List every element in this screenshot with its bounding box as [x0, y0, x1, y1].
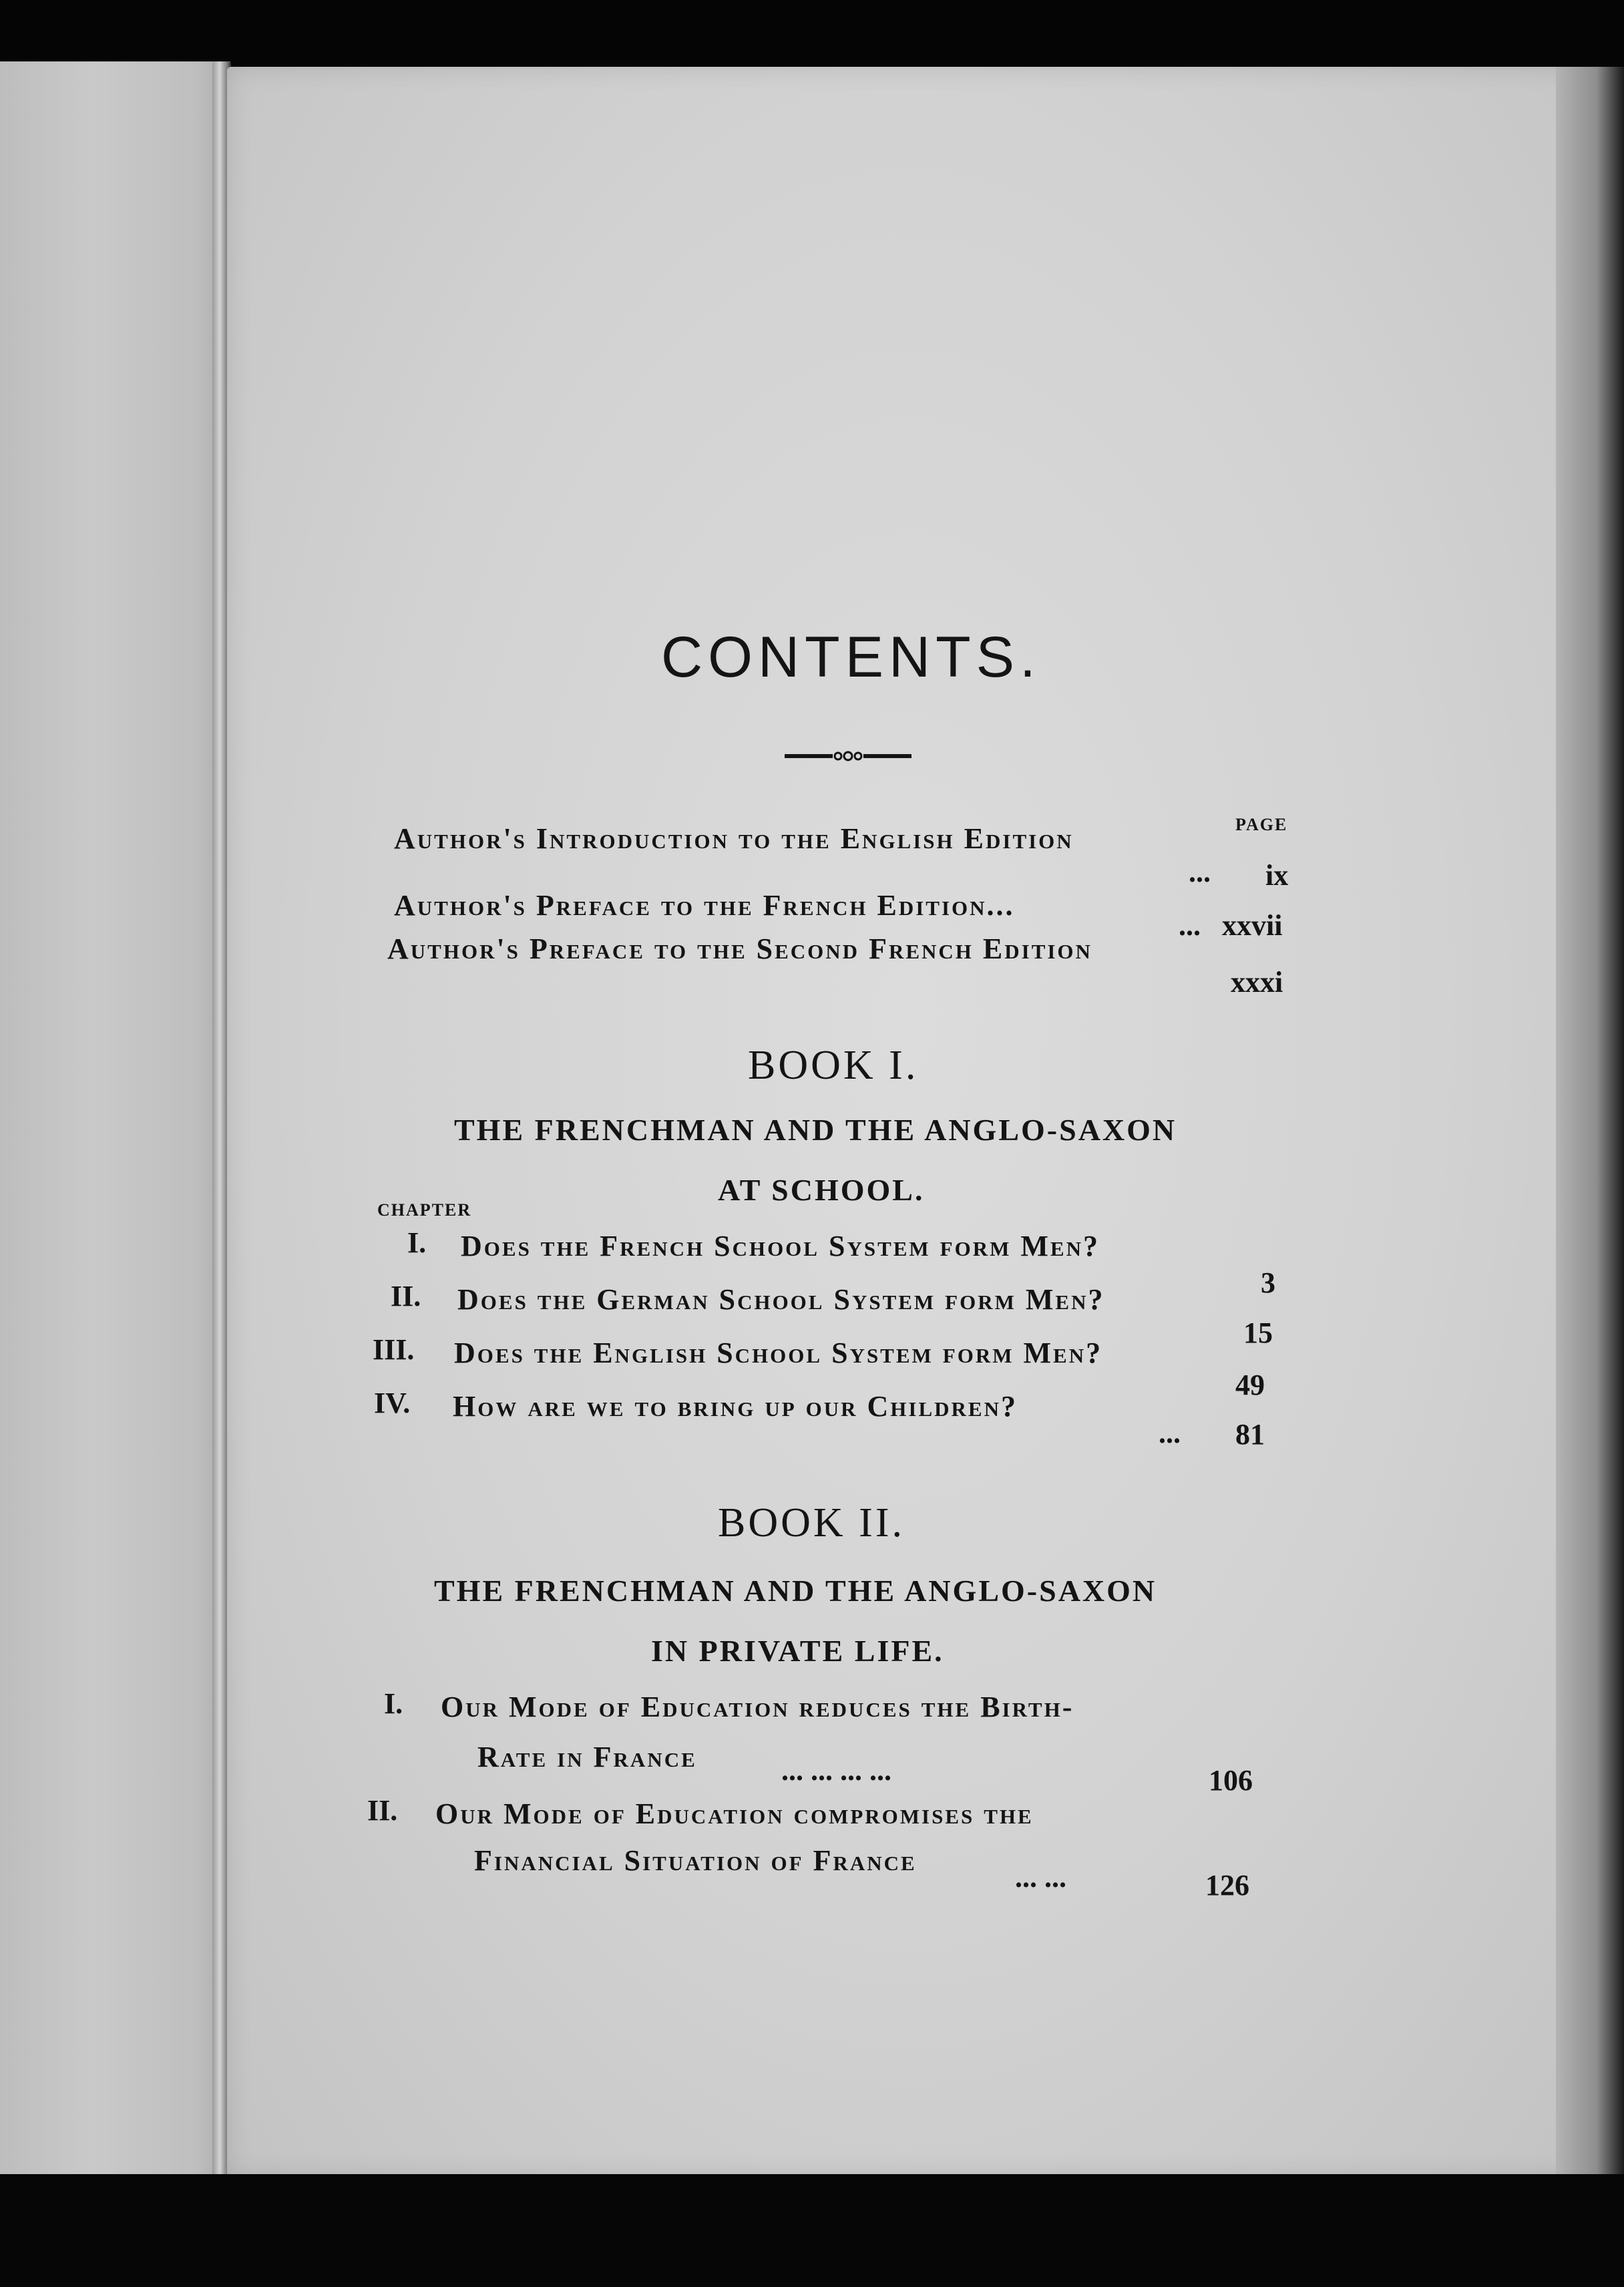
- book-subtitle: THE FRENCHMAN AND THE ANGLO-SAXON: [434, 1574, 1157, 1608]
- toc-entry: [454, 1336, 1102, 1370]
- toc-entry: [453, 1389, 1018, 1423]
- toc-page-number: 15: [1243, 1316, 1273, 1349]
- toc-entry-continuation: [477, 1740, 697, 1774]
- page-title: CONTENTS.: [661, 625, 1041, 689]
- toc-page-number: 106: [1209, 1764, 1253, 1797]
- book-subtitle: IN PRIVATE LIFE.: [651, 1634, 944, 1668]
- toc-page-number: ix: [1265, 859, 1289, 892]
- toc-entry-text: How are we to bring up our Children?: [453, 1390, 1018, 1423]
- chapter-number: I.: [407, 1226, 427, 1259]
- toc-entry: [461, 1229, 1100, 1263]
- toc-page-number: xxvii: [1222, 909, 1283, 942]
- toc-leader: ...: [1159, 1417, 1181, 1449]
- toc-entry-text: Does the German School System form Men?: [457, 1283, 1105, 1316]
- toc-page-number: xxxi: [1231, 966, 1283, 999]
- toc-entry-text: Does the French School System form Men?: [461, 1230, 1100, 1262]
- toc-entry: [457, 1282, 1104, 1316]
- chapter-number: II.: [391, 1280, 421, 1312]
- toc-entry-text: Rate in France: [477, 1741, 697, 1773]
- toc-entry: [387, 932, 1092, 966]
- toc-entry: [394, 822, 1074, 856]
- toc-leader: ...: [1179, 909, 1201, 942]
- toc-entry-text: Our Mode of Education reduces the Birth-: [441, 1691, 1074, 1723]
- toc-entry-continuation: [474, 1843, 917, 1878]
- chapter-number: II.: [367, 1794, 398, 1827]
- toc-entry-text: Our Mode of Education compromises the: [435, 1797, 1034, 1830]
- toc-leader: ... ... ... ...: [781, 1754, 891, 1787]
- chapter-number: I.: [384, 1687, 403, 1720]
- toc-page-number: 49: [1235, 1369, 1265, 1401]
- toc-entry-text: Does the English School System form Men?: [454, 1337, 1103, 1369]
- toc-page-number: 81: [1235, 1418, 1265, 1451]
- book-heading: BOOK I.: [748, 1043, 919, 1088]
- book-heading: BOOK II.: [718, 1500, 905, 1546]
- toc-entry-text: Author's Introduction to the English Edition: [394, 822, 1074, 855]
- book-subtitle: AT SCHOOL.: [718, 1173, 925, 1207]
- toc-page-number: 126: [1205, 1869, 1249, 1902]
- toc-entry: [441, 1690, 1074, 1724]
- chapter-column-label: CHAPTER: [377, 1200, 472, 1220]
- toc-entry-text: Author's Preface to the French Edition...: [394, 889, 1015, 922]
- toc-entry-text: Financial Situation of France: [474, 1844, 917, 1877]
- toc-leader: ...: [1189, 856, 1211, 888]
- chapter-number: IV.: [374, 1387, 411, 1419]
- page-column-label: PAGE: [1235, 815, 1288, 834]
- toc-entry: [394, 888, 1015, 922]
- toc-entry: [435, 1797, 1034, 1831]
- book-subtitle: THE FRENCHMAN AND THE ANGLO-SAXON: [454, 1113, 1177, 1147]
- dash-diamond-ornament-icon: [785, 747, 911, 765]
- toc-entry-text: Author's Preface to the Second French Edition: [387, 932, 1092, 965]
- toc-leader: ... ...: [1015, 1861, 1066, 1894]
- chapter-number: III.: [373, 1333, 415, 1366]
- toc-page-number: 3: [1261, 1266, 1275, 1299]
